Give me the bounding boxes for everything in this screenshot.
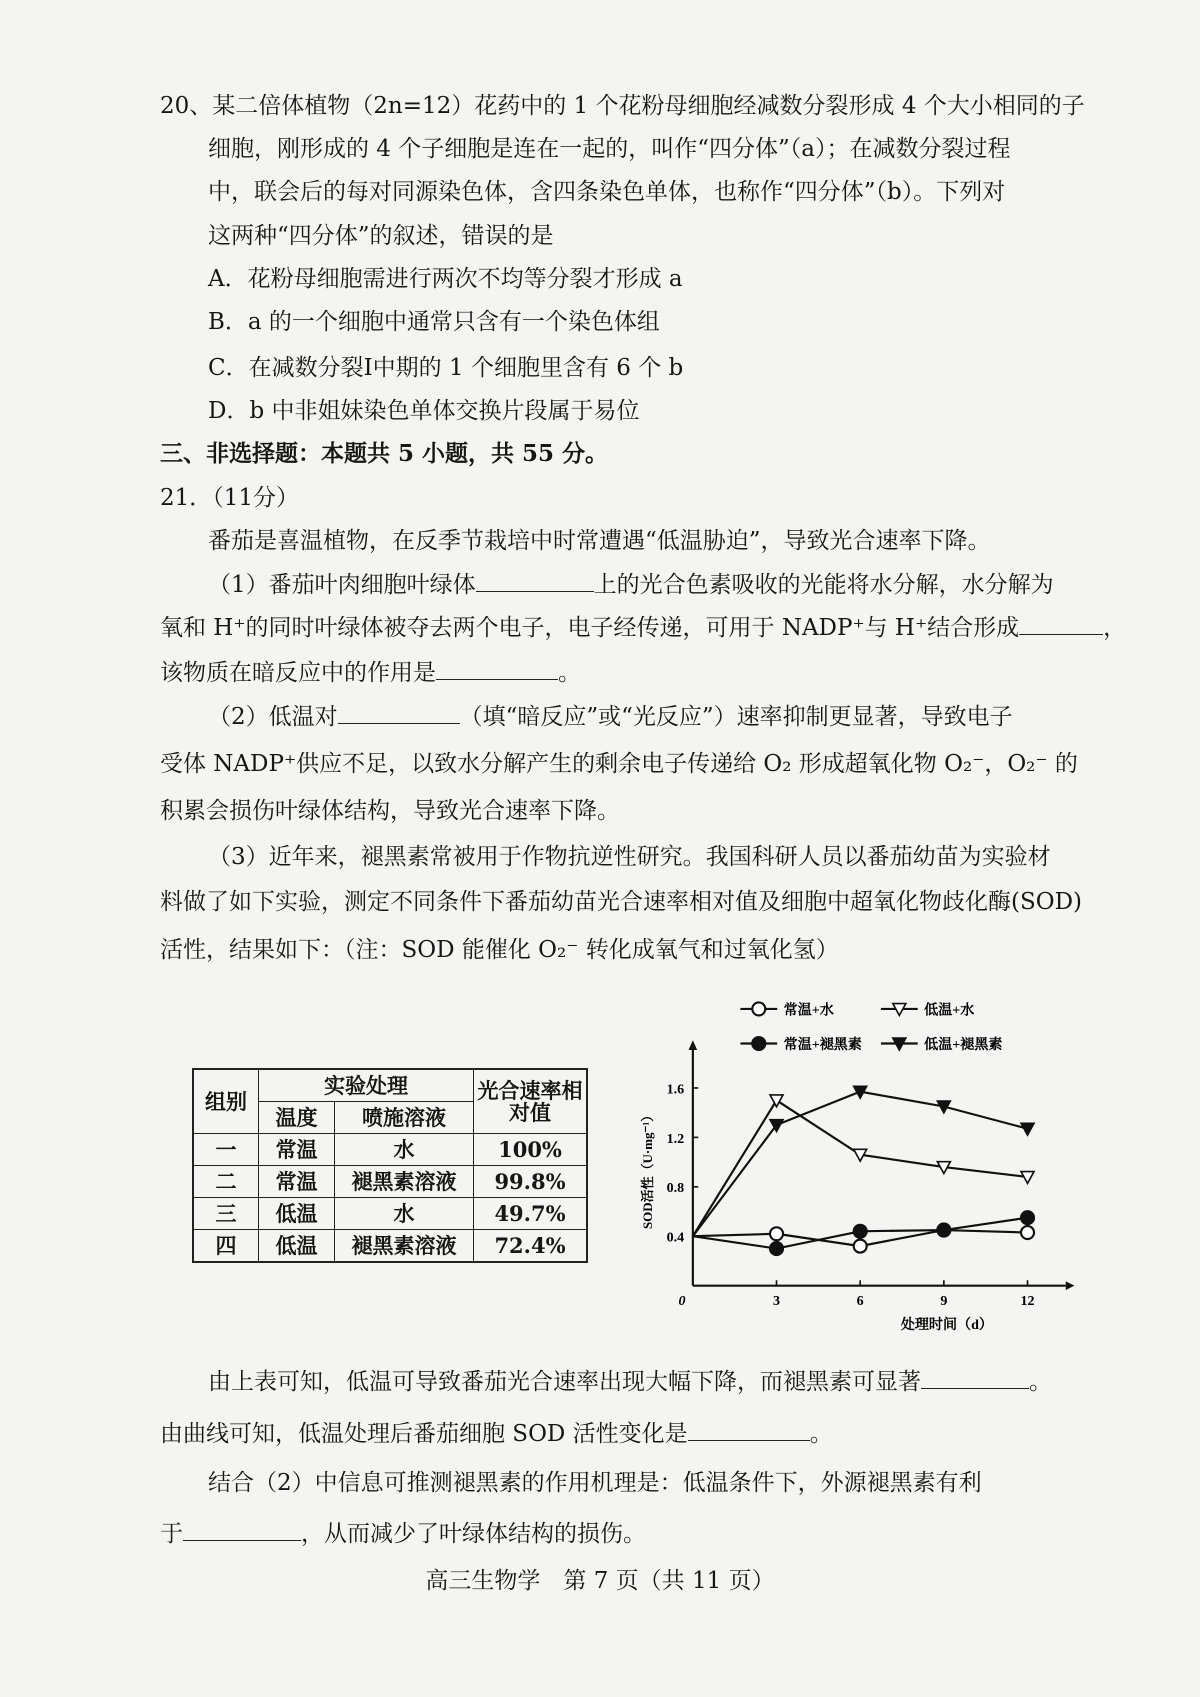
data-point: [854, 1225, 867, 1238]
q20-option-a: A．花粉母细胞需进行两次不均等分裂才形成 a: [208, 266, 683, 292]
answer-blank[interactable]: [183, 1518, 301, 1541]
answer-blank[interactable]: [921, 1366, 1029, 1389]
y-axis-label: SOD活性（U·mg⁻¹）: [639, 1108, 655, 1230]
table-row: [193, 1198, 587, 1230]
q20-stem-line: 细胞，刚形成的 4 个子细胞是连在一起的，叫作“四分体”（a）；在减数分裂过程: [208, 136, 1011, 162]
q20-option-d: D．b 中非姐妹染色单体交换片段属于易位: [208, 398, 640, 424]
data-point: [770, 1242, 783, 1255]
answer-blank[interactable]: [436, 657, 558, 680]
q21-after-line: [160, 1518, 646, 1549]
q20-option-c: C．在减数分裂Ⅰ中期的 1 个细胞里含有 6 个 b: [208, 355, 684, 381]
cell: 低温: [259, 1230, 335, 1263]
cell: 常温: [259, 1134, 335, 1166]
x-tick-label: 6: [856, 1293, 864, 1310]
cell: 99.8%: [474, 1166, 588, 1198]
y-tick-label: 1.2: [666, 1130, 685, 1147]
table-row: [193, 1230, 587, 1263]
text: （填“暗反应”或“光反应”）速率抑制更显著，导致电子: [459, 704, 1013, 730]
q21-after-line: [208, 1366, 1052, 1397]
text: 上的光合色素吸收的光能将水分解，水分解为: [593, 572, 1054, 598]
q20-stem-line: 20、某二倍体植物（2n=12）花药中的 1 个花粉母细胞经减数分裂形成 4 个大小相同的子: [160, 93, 1085, 119]
q21-part3-line: （3）近年来，褪黑素常被用于作物抗逆性研究。我国科研人员以番茄幼苗为实验材: [208, 844, 1051, 870]
cell: 三: [193, 1198, 259, 1230]
answer-blank[interactable]: [688, 1418, 810, 1441]
x-tick-label: 9: [940, 1293, 948, 1310]
cell: 四: [193, 1230, 259, 1263]
cell: 常温: [259, 1166, 335, 1198]
y-axis-arrow: [689, 1040, 698, 1050]
q20-stem-line: 这两种“四分体”的叙述，错误的是: [208, 223, 554, 249]
text: 。: [1029, 1369, 1052, 1395]
data-point: [770, 1095, 783, 1107]
y-tick-label: 1.6: [666, 1081, 685, 1098]
data-point: [752, 1037, 765, 1050]
sod-chart: [628, 985, 1082, 1342]
cell: 褪黑素溶液: [335, 1230, 474, 1263]
legend-label: 常温+水: [783, 1002, 834, 1019]
cell: 二: [193, 1166, 259, 1198]
q21-after-line: [160, 1418, 833, 1449]
cell: 100%: [474, 1134, 588, 1166]
q21-part2-line: [208, 701, 1013, 732]
q21-part2-line: 积累会损伤叶绿体结构，导致光合速率下降。: [160, 798, 620, 824]
series-line: [693, 1092, 1028, 1237]
data-point: [1021, 1211, 1034, 1224]
text: 该物质在暗反应中的作用是: [160, 660, 436, 686]
experiment-table: [192, 1068, 588, 1263]
y-tick-label: 0.8: [666, 1180, 685, 1197]
legend-label: 常温+褪黑素: [783, 1036, 862, 1053]
text: ，: [1103, 615, 1127, 641]
q21-number: 21．（11分）: [160, 485, 300, 511]
cell: 水: [335, 1198, 474, 1230]
data-point: [752, 1002, 765, 1015]
data-point: [1021, 1226, 1034, 1239]
text: 于: [160, 1521, 183, 1547]
legend-label: 低温+褪黑素: [924, 1036, 1003, 1053]
q21-part1-line: [160, 657, 581, 688]
cell: 49.7%: [474, 1198, 588, 1230]
q20-stem-line: 中，联会后的每对同源染色体，含四条染色单体，也称作“四分体”（b）。下列对: [208, 179, 1006, 205]
cell: 72.4%: [474, 1230, 588, 1263]
table-row: [193, 1134, 587, 1166]
section-heading: 三、非选择题：本题共 5 小题，共 55 分。: [160, 440, 609, 467]
answer-blank[interactable]: [338, 701, 460, 724]
data-point: [1021, 1123, 1034, 1135]
q21-part3-line: 活性，结果如下：（注：SOD 能催化 O₂⁻ 转化成氧气和过氧化氢）: [160, 937, 839, 963]
answer-blank[interactable]: [476, 569, 594, 592]
text: 由上表可知，低温可导致番茄光合速率出现大幅下降，而褪黑素可显著: [208, 1369, 921, 1395]
q21-part1-line: [160, 612, 1126, 643]
header-spray: 喷施溶液: [335, 1102, 474, 1134]
table-row: [193, 1166, 587, 1198]
data-point: [770, 1227, 783, 1240]
x-tick-label: 3: [773, 1293, 781, 1310]
text: 氧和 H⁺的同时叶绿体被夺去两个电子，电子经传递，可用于 NADP⁺与 H⁺结合形成: [160, 615, 1020, 641]
q21-intro: 番茄是喜温植物，在反季节栽培中时常遭遇“低温胁迫”，导致光合速率下降。: [208, 528, 991, 554]
data-point: [854, 1240, 867, 1253]
q21-after-line: 结合（2）中信息可推测褪黑素的作用机理是：低温条件下，外源褪黑素有利: [208, 1470, 982, 1496]
q21-part1-line: [208, 569, 1054, 600]
x-axis-arrow: [1066, 1281, 1075, 1290]
header-rate: 光合速率相对值: [474, 1069, 588, 1134]
header-group: 组别: [193, 1069, 259, 1134]
header-treatment: 实验处理: [259, 1069, 474, 1102]
text: 。: [809, 1421, 833, 1447]
cell: 褪黑素溶液: [335, 1166, 474, 1198]
cell: 一: [193, 1134, 259, 1166]
text: 。: [558, 660, 581, 686]
page-footer: 高三生物学 第 7 页（共 11 页）: [425, 1568, 775, 1594]
q21-part3-line: 料做了如下实验，测定不同条件下番茄幼苗光合速率相对值及细胞中超氧化物歧化酶(SOD): [160, 889, 1082, 915]
cell: 低温: [259, 1198, 335, 1230]
text: 由曲线可知，低温处理后番茄细胞 SOD 活性变化是: [160, 1421, 688, 1447]
y-tick-label: 0.4: [666, 1229, 685, 1246]
q21-part2-line: 受体 NADP⁺供应不足，以致水分解产生的剩余电子传递给 O₂ 形成超氧化物 O₂⁻，O₂⁻ 的: [160, 751, 1078, 777]
q20-option-b: B．a 的一个细胞中通常只含有一个染色体组: [208, 309, 660, 335]
text: （2）低温对: [208, 704, 338, 730]
header-temp: 温度: [259, 1102, 335, 1134]
x-axis-label: 处理时间（d）: [900, 1316, 993, 1333]
text: （1）番茄叶肉细胞叶绿体: [208, 572, 476, 598]
x-tick-label: 12: [1020, 1293, 1035, 1310]
text: ，从而减少了叶绿体结构的损伤。: [301, 1521, 646, 1547]
legend-label: 低温+水: [924, 1002, 975, 1019]
data-point: [937, 1224, 950, 1237]
origin-label: 0: [678, 1293, 686, 1310]
answer-blank[interactable]: [1019, 612, 1103, 635]
cell: 水: [335, 1134, 474, 1166]
